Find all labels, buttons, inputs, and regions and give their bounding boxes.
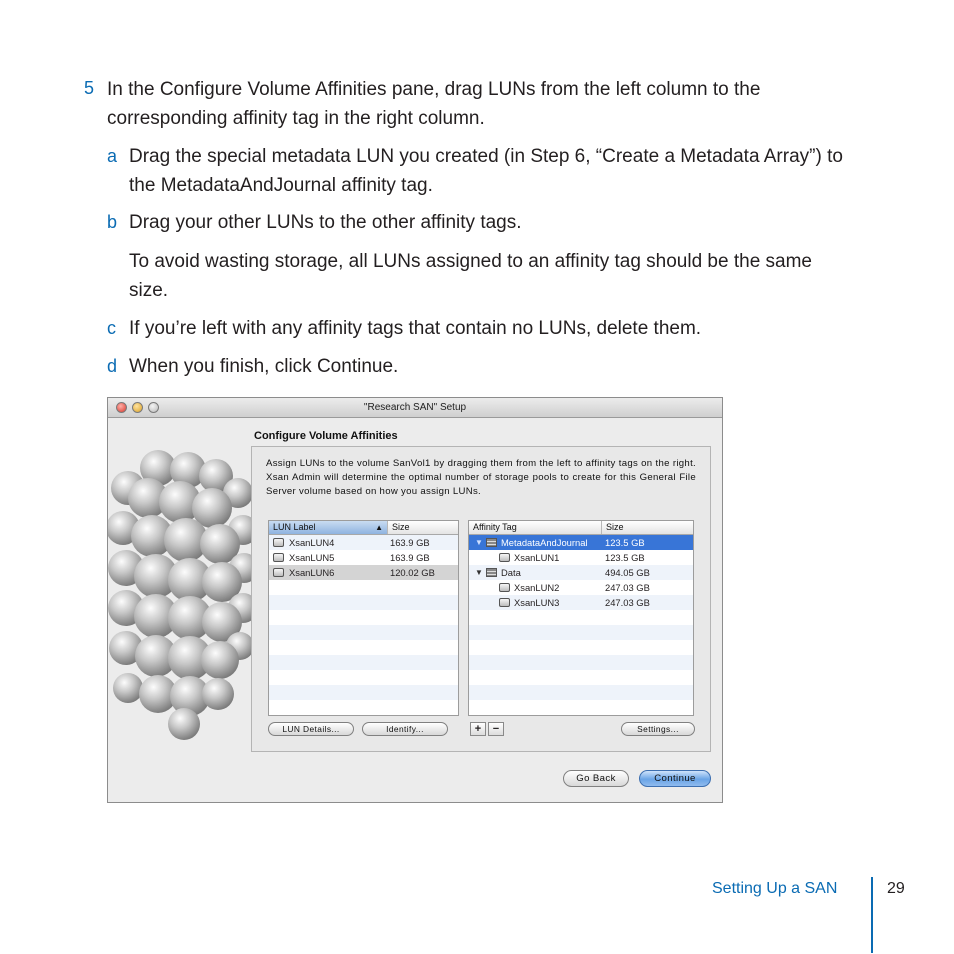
affinity-table-header [469,521,693,535]
minimize-window-icon[interactable] [132,402,143,413]
column-lun-label-text: LUN Label [273,522,316,532]
affinity-tag-row-selected[interactable] [469,535,693,550]
substep-d-letter: d [107,356,118,376]
substep-c-letter: c [107,318,116,338]
affinity-table[interactable] [468,520,694,716]
lun-row[interactable] [269,550,458,565]
affinity-tag-icon [486,568,497,577]
empty-row [269,700,458,715]
column-lun-size[interactable]: Size [387,521,458,534]
step-5-text [107,75,760,133]
empty-row [269,580,458,595]
window-titlebar [108,398,722,418]
window-title: "Research SAN" Setup [363,402,467,413]
continue-button[interactable]: Continue [639,770,711,787]
empty-row [269,640,458,655]
column-lun-label[interactable] [269,521,387,534]
substep-b-text: Drag your other LUNs to the other affinity tags. [129,212,522,233]
disk-icon [273,538,284,547]
sort-ascending-icon: ▲ [375,523,383,532]
lun-size: 163.9 GB [390,552,430,563]
lun-size: 120.02 GB [390,567,435,578]
setup-window [107,397,723,803]
empty-row [469,670,693,685]
footer-divider [871,877,873,953]
empty-row [269,685,458,700]
footer-section-title: Setting Up a SAN [712,880,838,897]
affinity-lun-size: 123.5 GB [605,552,645,563]
pane-description: Assign LUNs to the volume SanVol1 by dragging them from the left to affinity tags on the right. Xsan Admin will determine the optimal number of storage pools to create for this General File Server volume based on how you assign LUNs. [266,458,696,497]
disclosure-expanded-icon[interactable]: ▼ [475,538,483,547]
column-affinity-size[interactable]: Size [601,521,693,534]
pane-title: Configure Volume Affinities [254,430,398,442]
substep-a-line-1: Drag the special metadata LUN you created (in Step 6, “Create a Metadata Array”) to [129,146,843,167]
empty-row [269,595,458,610]
disk-icon [499,553,510,562]
empty-row [469,685,693,700]
empty-row [269,610,458,625]
lun-table-header [269,521,458,535]
substep-b-note-line-2: size. [129,280,169,301]
substep-d-text: When you finish, click Continue. [129,356,399,377]
remove-affinity-button[interactable]: − [488,722,504,736]
empty-row [469,610,693,625]
affinity-tag-label: MetadataAndJournal [501,537,588,548]
identify-button[interactable]: Identify... [362,722,448,736]
affinity-lun-row[interactable] [469,580,693,595]
affinities-panel [251,446,711,752]
lun-row-selected[interactable] [269,565,458,580]
xsan-spheres-artwork [108,418,258,748]
step-5-line-2: corresponding affinity tag in the right column. [107,108,485,129]
page-number: 29 [887,880,905,897]
disk-icon [499,598,510,607]
lun-label: XsanLUN6 [289,567,335,578]
zoom-window-icon[interactable] [148,402,159,413]
affinity-tag-size: 123.5 GB [605,537,645,548]
substep-b-note [129,247,812,305]
disclosure-expanded-icon[interactable]: ▼ [475,568,483,577]
settings-button[interactable]: Settings... [621,722,695,736]
disk-icon [273,553,284,562]
empty-row [269,625,458,640]
lun-table[interactable] [268,520,459,716]
empty-row [269,655,458,670]
affinity-lun-size: 247.03 GB [605,582,650,593]
disk-icon [499,583,510,592]
lun-details-button[interactable]: LUN Details... [268,722,354,736]
substep-b-letter: b [107,212,118,232]
affinity-lun-label: XsanLUN1 [514,552,560,563]
substep-b-note-line-1: To avoid wasting storage, all LUNs assigned to an affinity tag should be the same [129,251,812,272]
step-number: 5 [84,78,95,98]
affinity-tag-icon [486,538,497,547]
empty-row [269,670,458,685]
substep-a-text [129,142,843,200]
affinity-lun-size: 247.03 GB [605,597,650,608]
lun-row[interactable] [269,535,458,550]
substep-a-line-2: the MetadataAndJournal affinity tag. [129,175,433,196]
step-5-line-1: In the Configure Volume Affinities pane, drag LUNs from the left column to the [107,79,761,100]
affinity-tag-row[interactable] [469,565,693,580]
empty-row [469,700,693,715]
empty-row [469,640,693,655]
column-affinity-tag[interactable]: Affinity Tag [473,522,517,532]
substep-a-letter: a [107,146,118,166]
empty-row [469,655,693,670]
lun-label: XsanLUN4 [289,537,335,548]
affinity-lun-row[interactable] [469,595,693,610]
affinity-lun-row[interactable] [469,550,693,565]
close-window-icon[interactable] [116,402,127,413]
add-affinity-button[interactable]: + [470,722,486,736]
affinity-lun-label: XsanLUN2 [514,582,560,593]
substep-c-text: If you’re left with any affinity tags that contain no LUNs, delete them. [129,318,702,339]
go-back-button[interactable]: Go Back [563,770,629,787]
affinity-tag-size: 494.05 GB [605,567,650,578]
disk-icon [273,568,284,577]
affinity-tag-label: Data [501,567,521,578]
lun-label: XsanLUN5 [289,552,335,563]
lun-size: 163.9 GB [390,537,430,548]
empty-row [469,625,693,640]
affinity-lun-label: XsanLUN3 [514,597,560,608]
